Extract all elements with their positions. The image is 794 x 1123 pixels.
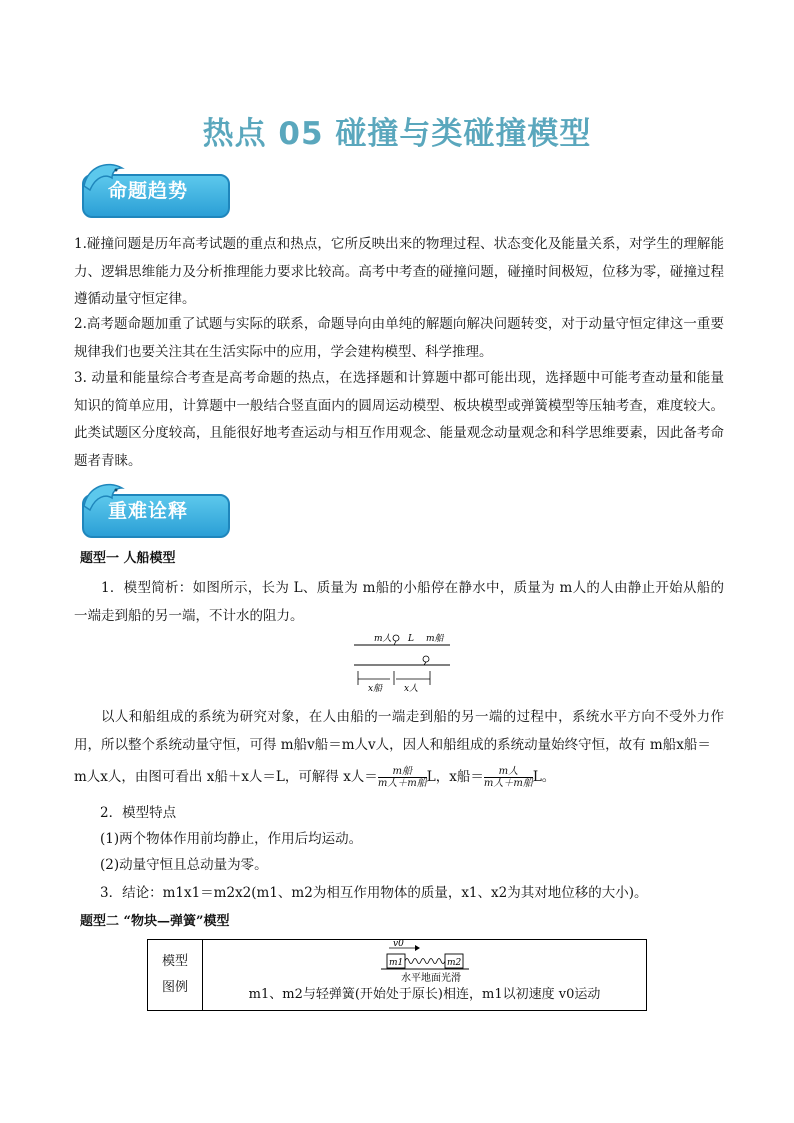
person-icon bbox=[393, 635, 399, 641]
fig-label-m-ren: m人 bbox=[374, 634, 392, 644]
fig-label-x-chuan: x船 bbox=[368, 684, 383, 693]
section-badge-trend bbox=[78, 170, 232, 220]
section-badge-explain bbox=[78, 490, 232, 540]
fig-label-x-ren: x人 bbox=[404, 684, 419, 693]
formula-lead: m人x人，由图可看出 x船＋x人＝L，可解得 x人＝ bbox=[74, 769, 378, 785]
section-label-explain: 重难诠释 bbox=[108, 500, 189, 522]
fig-label-m1: m1 bbox=[388, 958, 403, 968]
fraction-numerator: m船 bbox=[378, 766, 427, 778]
fig-caption: 水平地面光滑 bbox=[400, 973, 461, 984]
person-boat-figure bbox=[344, 631, 464, 693]
type1-heading: 题型一 人船模型 bbox=[80, 551, 176, 566]
trend-paragraph-1: 1.碰撞问题是历年高考试题的重点和热点，它所反映出来的物理过程、状态变化及能量关系，对学生的理解能力、逻辑思维能力及分析推理能力要求比较高。高考中考查的碰撞问题，碰撞时间极短，位移为零，碰撞过程遵循动量守恒定律。 bbox=[74, 236, 724, 307]
fraction-x-ren bbox=[378, 766, 427, 789]
trend-paragraph-2: 2.高考题命题加重了试题与实际的联系，命题导向由单纯的解题向解决问题转变，对于动量守恒定律这一重要规律我们也要关注其在生活实际中的应用，学会建构模型、科学推理。 bbox=[74, 316, 724, 360]
type1-paragraph-1: 1．模型简析：如图所示，长为 L、质量为 m船的小船停在静水中，质量为 m人的人由静止开始从船的一端走到船的另一端，不计水的阻力。 bbox=[74, 580, 724, 624]
type1-paragraph-2b bbox=[74, 762, 724, 792]
spring-icon bbox=[405, 959, 445, 964]
fig-label-m2: m2 bbox=[446, 958, 461, 968]
model-table bbox=[147, 939, 647, 1011]
fig-label-v0: v0 bbox=[392, 940, 404, 949]
fig-label-m-chuan: m船 bbox=[426, 634, 444, 644]
formula-mid: L，x船＝ bbox=[426, 769, 484, 785]
type2-heading: 题型二 “物块—弹簧”模型 bbox=[80, 914, 230, 929]
block-spring-figure bbox=[375, 940, 475, 984]
model-content-cell bbox=[203, 940, 647, 1011]
fraction-numerator: m人 bbox=[484, 766, 533, 778]
model-label-cell bbox=[148, 940, 203, 1011]
type1-paragraph-2: 以人和船组成的系统为研究对象，在人由船的一端走到船的另一端的过程中，系统水平方向不受外力作用，所以整个系统动量守恒，可得 m船v船＝m人v人，因人和船组成的系统动量始终守恒，故有 m船x船＝ bbox=[74, 709, 724, 753]
fraction-denominator: m人＋m船 bbox=[377, 778, 427, 789]
formula-end: L。 bbox=[532, 769, 556, 785]
row-label-2: 图例 bbox=[161, 980, 188, 995]
fraction-denominator: m人＋m船 bbox=[483, 778, 533, 789]
section-label-trend: 命题趋势 bbox=[108, 180, 189, 202]
fig-label-L: L bbox=[408, 634, 414, 644]
model-description: m1、m2与轻弹簧(开始处于原长)相连，m1以初速度 v0运动 bbox=[248, 987, 601, 1002]
row-label-1: 模型 bbox=[161, 954, 188, 969]
trend-paragraph-3: 3. 动量和能量综合考查是高考命题的热点，在选择题和计算题中都可能出现，选择题中可能考查动量和能量知识的简单应用，计算题中一般结合竖直面内的圆周运动模型、板块模型或弹簧模型等压轴考查，难度较大。此类试题区分度较高，且能很好地考查运动与相互作用观念、能量观念动量观念和科学思维要素，因此备考命题者青睐。 bbox=[74, 370, 724, 469]
person-icon bbox=[423, 656, 429, 662]
type1-feature-1: (1)两个物体作用前均静止，作用后均运动。 bbox=[100, 831, 363, 847]
page-title: 热点 05 碰撞与类碰撞模型 bbox=[202, 116, 592, 152]
type1-conclusion: 3．结论：m1x1＝m2x2(m1、m2为相互作用物体的质量，x1、x2为其对地位移的大小)。 bbox=[100, 885, 648, 901]
type1-feature-heading: 2．模型特点 bbox=[100, 805, 177, 821]
type1-feature-2: (2)动量守恒且总动量为零。 bbox=[100, 857, 268, 873]
fraction-x-chuan bbox=[484, 766, 533, 789]
